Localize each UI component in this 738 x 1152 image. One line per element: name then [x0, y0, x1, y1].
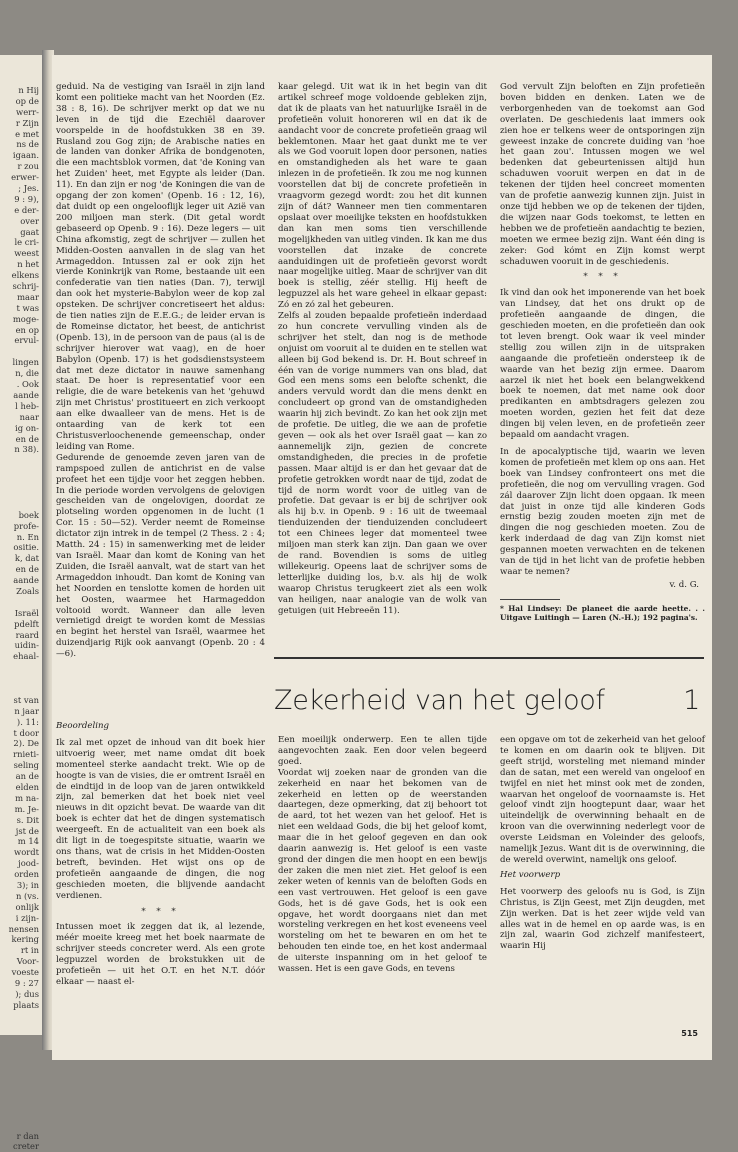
previous-page-line: wordt [14, 847, 39, 858]
previous-page-line: maar [17, 291, 39, 302]
previous-page-line: moge- [12, 313, 39, 324]
previous-page-line: 3); in [16, 880, 39, 891]
previous-page-line: weest [14, 248, 39, 259]
previous-page-line: profe- [13, 520, 39, 531]
previous-page-line: en op [15, 324, 39, 335]
previous-page-line: e der- [14, 204, 39, 215]
column-1-bottom [56, 717, 265, 988]
paragraph: God vervult Zijn beloften en Zijn profetieën boven bidden en denken. Laten we de verborgenheden van de toekomst aan God overlaten. De geschiedenis laat immers ook zien hoe er telkens weer de ontsporingen zijn geweest inzake de concrete duiding van 'hoe het gaan zou'. Intussen mogen we wel bedenken dat gebeurtenissen altijd hun schaduwen vooruit werpen en dat in de tekenen der tijden heel concreet momenten van de profetie aanwezig kunnen zijn. Juist in onze tijd hebben we op de tekenen der tijden, die wijzen naar Gods toekomst, te letten en hebben we de profetieën aandachtig te bezien, moeten we ermee bezig zijn. Want één ding is zeker: God kómt en Zijn komst werpt schaduwen vooruit in de geschiedenis. [500, 82, 705, 267]
paragraph: Voordat wij zoeken naar de gronden van die zekerheid en naar het bekomen van de zekerheid en letten op de weerstanden daartegen, deze opmerking, dat zij behoort tot de aard, tot het wezen van het geloof. Het is niet een weldaad Gods, die bij het geloof komt, maar die in het geloof gegeven en dan ook daarin aanwezig is. Het geloof is een vaste grond der dingen die men hoopt en een bewijs der zaken die men niet ziet. Het geloof is een zeker weten of kennis van de beloften Gods en een vast vertrouwen. Het geloof is een gave Gods, het is dé gave Gods, het is ook een opgave, het wordt doorgaans niet dan met worsteling verkregen en het kost eveneens veel worsteling om het te bewaren en om het te behouden ten einde toe, en het kost andermaal de uiterste inspanning om in het geloof te wassen. Het is een gave Gods, en tevens [278, 767, 487, 975]
previous-page-line: st van [13, 694, 39, 705]
previous-page-line: onlijk [15, 901, 39, 912]
previous-page-line [0, 499, 39, 510]
previous-page-line: r zou [17, 161, 39, 172]
previous-page-line [0, 1120, 39, 1131]
previous-page-line [0, 346, 39, 357]
previous-page-line: rnieti- [13, 749, 39, 760]
previous-page-line: plaats [13, 999, 39, 1010]
section-separator-stars: * * * [583, 272, 622, 283]
previous-page-line: elkens [11, 270, 39, 281]
previous-page-line: ns de [16, 139, 39, 150]
previous-page-line: naar [19, 411, 39, 422]
previous-page-line: orden [14, 869, 39, 880]
previous-page-line [0, 1054, 39, 1065]
previous-page-line: ervul- [14, 335, 39, 346]
previous-page-line: ig on- [15, 422, 39, 433]
previous-page-line: s. Dit [16, 814, 39, 825]
previous-page-line: aande [13, 389, 39, 400]
section-heading-beoordeling: Beoordeling [56, 721, 109, 731]
previous-page-line [0, 673, 39, 684]
previous-page-line [0, 684, 39, 695]
previous-page-line: Zoals [16, 585, 39, 596]
previous-page-line: ). 11: [16, 716, 39, 727]
previous-page-line: r dan [16, 1130, 39, 1141]
previous-page-line: nensen [8, 923, 39, 934]
previous-page-line: schrij- [12, 281, 39, 292]
article-part-number: 1 [683, 685, 700, 716]
previous-page-line [0, 1087, 39, 1098]
previous-page-line: 2). De [13, 738, 39, 749]
previous-page-line [0, 1109, 39, 1120]
previous-page-line: lingen [12, 357, 39, 368]
article-headline [274, 685, 706, 725]
page-515 [52, 55, 712, 1060]
previous-page-line: n, die [15, 368, 39, 379]
previous-page-line: r Zijn [15, 117, 39, 128]
previous-page-edge [0, 55, 42, 1152]
paragraph: Intussen moet ik zeggen dat ik, al lezende, méér moeite kreeg met het boek naarmate de schrijver steeds concreter werd. Als een grote legpuzzel worden de brokstukken uit de profetieën — uit het O.T. en het N.T. dóór elkaar — naast el- [56, 922, 265, 987]
previous-page-line [0, 1098, 39, 1109]
previous-page-line: ; Jes. [18, 183, 39, 194]
previous-page-line: boek [18, 509, 39, 520]
previous-page-line: Voor- [16, 956, 39, 967]
previous-page-line: raard [15, 629, 39, 640]
footnote: * Hal Lindsey: De planeet die aarde heette. . . Uitgave Luitingh — Laren (N.-H.); 192 pagina's. [500, 603, 705, 623]
paragraph: geduid. Na de vestiging van Israël in zijn land komt een politieke macht van het Noorden (Ez. 38 : 8, 16). De schrijver merkt op dat we nu leven in de tijd die Ezechiël daarover voorspelde in de hoofdstukken 38 en 39. Rusland zou Gog zijn; de Arabische naties en de landen van donker Afrika de bondgenoten, die een machtsblok vormen, dat 'de Koning van het Zuiden' heet, met Egypte als leider (Dan. 11). En dan zijn er nog 'de Koningen die van de opgang der zon komen' (Openb. 16 : 12, 16), dat duidt op een ongelooflijk leger uit Azië van 200 miljoen man sterk. (Dit getal wordt gebaseerd op Openb. 9 : 16). Deze legers — uit China afkomstig, zegt de schrijver — zullen het Midden-Oosten aanvallen in de slag van het Armageddon. Intussen zal er ook zijn het vierde Koninkrijk van Rome, bestaande uit een confederatie van tien naties (Dan. 7), terwijl dan ook het mysterie-Babylon weer de kop zal opsteken. De schrijver concretiseert het aldus: de tien naties zijn de E.E.G.; de leider ervan is de Romeinse dictator, het beest, de antichrist (Openb. 13), in de persoon van de paus (al is de schrijver hierover wat vaag), en de hoer Babylon (Openb. 17) is het godsdienstsysteem dat met deze dictator in nauwe samenhang staat. De hoer is representatief voor een religie, die de ware betekenis van het 'gehuwd zijn met Christus' prostitueert en zich verkoopt aan elke dwaalleer van de mens. Het is de ontaarding van de kerk tot een Christusverloochenende gemeenschap, onder leiding van Rome. [56, 82, 265, 452]
previous-page-text [0, 85, 39, 1152]
previous-page-line: m. Je- [14, 803, 39, 814]
column-1-top [56, 82, 265, 660]
previous-page-line: creter [13, 1141, 39, 1152]
previous-page-line: m na- [15, 792, 39, 803]
previous-page-line [0, 1022, 39, 1033]
paragraph: een opgave om tot de zekerheid van het geloof te komen en om daarin ook te blijven. Dit geeft strijd, worsteling met niemand minder dan de satan, met een wereld van ongeloof en twijfel en niet het minst ook met de zonden, waarvan het ongeloof de voornaamste is. Het geloof vindt zijn hoogtepunt daar, waar het uiteindelijk de overwinning behaalt en de kroon van die overwinning nederlegt voor de overste Leidsman en Voleinder des geloofs, namelijk Jezus. Want dit is de overwinning, die de wereld overwint, namelijk ons geloof. [500, 735, 705, 865]
section-heading-het-voorwerp: Het voorwerp [500, 869, 561, 880]
previous-page-line: n (vs. [15, 890, 39, 901]
column-2-top [278, 82, 487, 616]
previous-page-line: en de [15, 433, 39, 444]
previous-page-line: ehaal- [13, 651, 39, 662]
previous-page-line [0, 1032, 39, 1043]
article-2-column-right [500, 735, 705, 952]
paragraph: Een moeilijk onderwerp. Een te allen tijde aangevochten zaak. Een door velen begeerd goed. [278, 735, 487, 767]
previous-page-line: pdelft [14, 618, 39, 629]
previous-page-line: voeste [11, 967, 39, 978]
previous-page-line: elden [15, 782, 39, 792]
paragraph: In de apocalyptische tijd, waarin we leven komen de profetieën met klem op ons aan. Het boek van Lindsey confronteert ons met die profetieën, die nog om vervulling vragen. God zál daarover Zijn licht doen opgaan. Ik meen dat juist in onze tijd alle kinderen Gods ernstig bezig zouden moeten zijn met de dingen die nog geschieden moeten. Zou de kerk inderdaad de dag van Zijn komst niet gespannen moeten verwachten en de tekenen van de tijd in het licht van de profetie hebben waar te nemen? [500, 447, 705, 577]
paragraph: kaar gelegd. Uit wat ik in het begin van dit artikel schreef moge voldoende gebleken zijn, dat ik de plaats van het natuurlijke Israël in de profetieën voluit honoreren wil en dat ik de aandacht voor de concrete profetieën graag wil beklemtonen. Maar het gaat dunkt me te ver als we God vooruit lopen door personen, naties en omstandigheden als het ware te gaan inlezen in de profetieën. Ik zou me nog kunnen voorstellen dat bij de concrete profetieën in vraagvorm gezegd wordt: zou het dit kunnen zijn of dát? Wanneer men tien commentaren opslaat over moeilijke teksten en hoofdstukken dan kan men soms tien verschillende mogelijkheden van uitleg vinden. Ik kan me dus voorstellen dat inzake de concrete aanduidingen uit de profetieën gevorst wordt naar mogelijke uitleg. Maar de schrijver van dit boek is stellig, zéér stellig. Hij heeft de legpuzzel als het ware geheel in elkaar gepast: Zó en zó zal het gebeuren. [278, 82, 487, 311]
author-signature: v. d. G. [669, 579, 699, 590]
previous-page-line: kering [11, 934, 39, 945]
section-separator-stars: * * * [141, 906, 180, 917]
previous-page-line [0, 1076, 39, 1087]
previous-page-line: jst de [15, 825, 39, 836]
paragraph: Gedurende de genoemde zeven jaren van de rampspoed zullen de antichrist en de valse profeet het een tijdje voor het zeggen hebben. In die periode worden vervolgens de gelovigen gescheiden van de ongelovigen, doordat ze plotseling worden opgenomen in de lucht (1 Cor. 15 : 50—52). Verder neemt de Romeinse dictator zijn intrek in de tempel (2 Thess. 2 : 4; Matth. 24 : 15) in samenwerking met de leider van Israël. Maar dan komt de Koning van het Zuiden, die Israël aanvalt, wat de start van het Armageddon inhoudt. Dan komt de Koning van het Noorden en tenslotte komen de horden uit het Oosten, waarmee het Harmageddon voltooid wordt. Wanneer dan alle leven vernietigd dreigt te worden komt de Messias en begint het herstel van Israël, waarmee het duizendjarig Rijk ook aanvangt (Openb. 20 : 4—6). [56, 452, 265, 660]
paragraph: Het voorwerp des geloofs nu is God, is Zijn Christus, is Zijn Geest, met Zijn deugden, met Zijn werken. Dat is het zeer wijde veld van alles wat in de hemel en op aarde was, is en zijn zal, waarin God zichzelf manifesteert, waarin Hij [500, 886, 705, 952]
column-3-top [500, 82, 705, 623]
article-title: Zekerheid van het geloof [274, 685, 605, 716]
previous-page-line: . Ook [16, 379, 39, 390]
page-number: 515 [681, 1029, 698, 1038]
previous-page-line: op de [15, 95, 39, 106]
paragraph: Ik vind dan ook het imponerende van het boek van Lindsey, dat het ons drukt op de profetieën aangaande de dingen, die geschieden moeten, en die profetieën dan ook tot leven brengt. Ook waar ik veel minder stellig zou willen zijn in de uitspraken aangaande die profetieën ondersteep ik de waarde van het bezig zijn ermee. Daarom aarzel ik niet het boek een belangwekkend boek te noemen, dat met name ook door predikanten en ambtsdragers gelezen zou moeten worden, gezien het feit dat deze dingen bij velen leven, en de profetieën zeer bepaald om aandacht vragen. [500, 288, 705, 441]
previous-page-line [0, 1065, 39, 1076]
previous-page-line: uidin- [14, 640, 39, 651]
previous-page-line: 9 : 9), [14, 193, 39, 204]
previous-page-line [0, 466, 39, 477]
previous-page-line [0, 488, 39, 499]
previous-page-line [0, 662, 39, 673]
paragraph: Ik zal met opzet de inhoud van dit boek hier uitvoerig weer, met name omdat dit boek momenteel sterke aandacht trekt. Wie op de hoogte is van de visies, die er omtrent Israël en de eindtijd in de loop van de jaren ontwikkeld zijn, zal bemerken dat het boek niet veel nieuws in dit opzicht bevat. De waarde van dit boek is echter dat het de dingen systematisch weergeeft. En de actualiteit van een boek als dit ligt in de toegespitste situatie, waarin we ons thans, wat de crisis in het Midden-Oosten betreft, bevinden. Het wijst ons op de profetieën aangaande de dingen, die nog geschieden moeten, die blijvende aandacht verdienen. [56, 737, 265, 901]
previous-page-line: n. En [16, 531, 39, 542]
previous-page-line: igaan. [12, 150, 39, 161]
previous-page-line: Israël [14, 607, 39, 618]
previous-page-line: en de [15, 564, 39, 575]
previous-page-line: erwer- [11, 172, 39, 183]
article-divider-rule [274, 657, 704, 659]
previous-page-line: gaat [20, 226, 39, 237]
previous-page-line: 9 : 27 [14, 978, 39, 989]
previous-page-line: jood- [18, 858, 39, 869]
article-2-column-left [278, 735, 487, 975]
previous-page-line: t door [13, 727, 39, 738]
previous-page-line [0, 1011, 39, 1022]
footnote-rule [500, 599, 560, 600]
previous-page-line: t was [16, 302, 39, 313]
previous-page-line: n jaar [14, 705, 39, 716]
previous-page-line: i zijn- [15, 912, 39, 923]
previous-page-line: ositie. [13, 542, 39, 553]
previous-page-line [0, 455, 39, 466]
previous-page-line: l heb- [15, 400, 39, 411]
previous-page-line: an de [15, 771, 39, 782]
previous-page-line: seling [13, 760, 39, 771]
previous-page-line [0, 1043, 39, 1054]
previous-page-line: n 38). [14, 444, 39, 455]
previous-page-line [0, 597, 39, 608]
previous-page-line: aande [13, 575, 39, 586]
previous-page-line: rt in [20, 945, 39, 956]
previous-page-line: m 14 [17, 836, 39, 847]
previous-page-line: werr- [16, 106, 39, 117]
previous-page-line: n Hij [18, 85, 39, 95]
previous-page-line: ); dus [15, 988, 39, 999]
previous-page-line: k, dat [14, 553, 39, 564]
previous-page-line: n het [17, 259, 39, 270]
previous-page-line: le cri- [14, 237, 39, 248]
previous-page-line: e met [15, 128, 39, 139]
previous-page-line: over [20, 215, 39, 226]
paragraph: Zelfs al zouden bepaalde profetieën inderdaad zo hun concrete vervulling vinden als de schrijver het stelt, dan nog is de methode onjuist om vooruit al te duiden en te stellen wat alleen bij God bekend is. Dr. H. Bout schreef in één van de vorige nummers van ons blad, dat God een mens soms een belofte schenkt, die anders vervuld wordt dan die mens denkt en concludeert op grond van de omstandigheden waarin hij zich bevindt. Zo kan het ook zijn met de profetie. De uitleg, die we aan de profetie geven — ook als het over Israël gaat — kan zo aannemelijk zijn, gezien de concrete omstandigheden, die precies in de profetie passen. Maar altijd is er dan het gevaar dat de profetie getrokken wordt naar de tijd, zodat de tijd de norm wordt voor de uitleg van de profetie. Dat gevaar is er bij de schrijver ook als hij b.v. in Openb. 9 : 16 uit de tweemaal tienduizenden der tienduizenden concludeert tot een Chinees leger dat momenteel twee miljoen man sterk kan zijn. Dan gaan we over de rand. Bovendien is soms de uitleg willekeurig. Opeens laat de schrijver soms de letterlijke duiding los, b.v. als hij de wolk waarop Christus terugkeert ziet als een wolk van heiligen, naar analogie van de wolk van getuigen (uit Hebreeën 11). [278, 311, 487, 616]
previous-page-line [0, 477, 39, 488]
